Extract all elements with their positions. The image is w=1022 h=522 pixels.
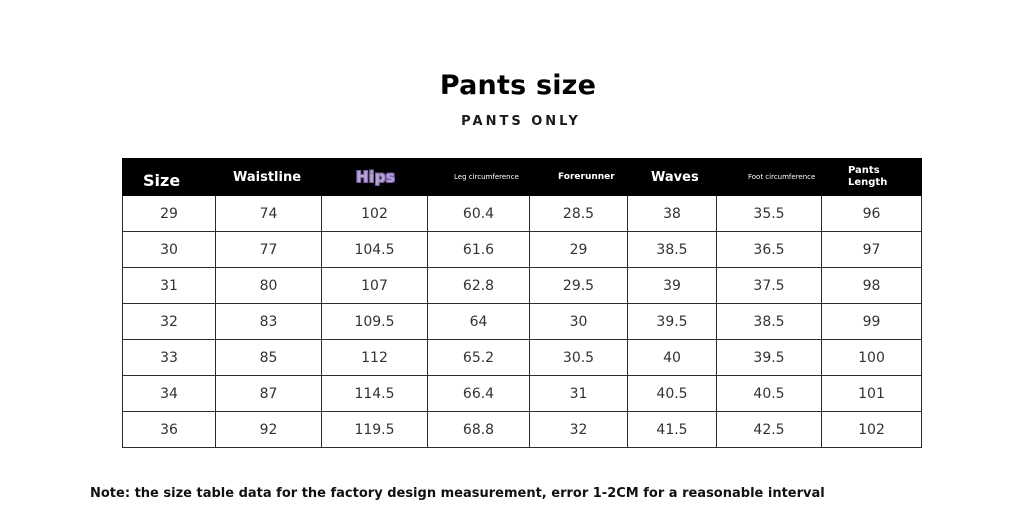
table-cell: 64 (428, 304, 530, 340)
table-cell: 32 (123, 304, 216, 340)
header-waves: Waves (628, 159, 717, 196)
table-cell: 41.5 (628, 412, 717, 448)
table-cell: 40.5 (628, 376, 717, 412)
table-row (123, 232, 922, 268)
table-cell: 87 (216, 376, 322, 412)
header-leg-circumference: Leg circumference (428, 159, 530, 196)
table-cell: 28.5 (530, 196, 628, 232)
table-cell: 30 (530, 304, 628, 340)
table-cell: 107 (322, 268, 428, 304)
table-cell: 29.5 (530, 268, 628, 304)
table-row (123, 340, 922, 376)
header-waistline: Waistline (216, 159, 322, 196)
table-row (123, 268, 922, 304)
table-cell: 99 (822, 304, 922, 340)
size-table (122, 158, 922, 448)
table-cell: 42.5 (717, 412, 822, 448)
table-cell: 62.8 (428, 268, 530, 304)
table-cell: 31 (530, 376, 628, 412)
table-cell: 66.4 (428, 376, 530, 412)
table-cell: 112 (322, 340, 428, 376)
table-cell: 61.6 (428, 232, 530, 268)
table-cell: 29 (530, 232, 628, 268)
header-hips (322, 159, 428, 196)
table-row (123, 304, 922, 340)
header-pants-length: Pants Length (822, 159, 922, 196)
table-cell: 97 (822, 232, 922, 268)
table-header-row (123, 159, 922, 196)
table-cell: 38.5 (628, 232, 717, 268)
table-cell: 39 (628, 268, 717, 304)
table-cell: 60.4 (428, 196, 530, 232)
table-cell: 77 (216, 232, 322, 268)
table-cell: 31 (123, 268, 216, 304)
table-cell: 39.5 (717, 340, 822, 376)
table-cell: 39.5 (628, 304, 717, 340)
table-cell: 36 (123, 412, 216, 448)
table-cell: 114.5 (322, 376, 428, 412)
table-row (123, 196, 922, 232)
table-cell: 38.5 (717, 304, 822, 340)
table-cell: 96 (822, 196, 922, 232)
table-cell: 35.5 (717, 196, 822, 232)
page-subtitle: PANTS ONLY (461, 114, 581, 129)
table-cell: 36.5 (717, 232, 822, 268)
table-cell: 38 (628, 196, 717, 232)
table-cell: 40 (628, 340, 717, 376)
table-cell: 68.8 (428, 412, 530, 448)
table-cell: 92 (216, 412, 322, 448)
table-cell: 29 (123, 196, 216, 232)
header-forerunner: Forerunner (530, 159, 628, 196)
header-hips-label: Hips (356, 168, 396, 186)
table-cell: 74 (216, 196, 322, 232)
table-cell: 40.5 (717, 376, 822, 412)
table-cell: 85 (216, 340, 322, 376)
table-cell: 80 (216, 268, 322, 304)
table-cell: 100 (822, 340, 922, 376)
table-cell: 83 (216, 304, 322, 340)
table-cell: 37.5 (717, 268, 822, 304)
page-title: Pants size (439, 70, 597, 101)
table-cell: 98 (822, 268, 922, 304)
table-cell: 119.5 (322, 412, 428, 448)
table-cell: 30.5 (530, 340, 628, 376)
table-cell: 104.5 (322, 232, 428, 268)
table-cell: 32 (530, 412, 628, 448)
header-foot-circumference: Foot circumference (717, 159, 822, 196)
table-cell: 102 (822, 412, 922, 448)
header-size: Size (123, 159, 216, 196)
table-row (123, 412, 922, 448)
table-cell: 30 (123, 232, 216, 268)
table-cell: 102 (322, 196, 428, 232)
table-cell: 33 (123, 340, 216, 376)
table-cell: 34 (123, 376, 216, 412)
table-cell: 109.5 (322, 304, 428, 340)
measurement-note: Note: the size table data for the factory design measurement, error 1-2CM for a reasonable interval (90, 486, 825, 501)
table-row (123, 376, 922, 412)
table-cell: 101 (822, 376, 922, 412)
table-cell: 65.2 (428, 340, 530, 376)
